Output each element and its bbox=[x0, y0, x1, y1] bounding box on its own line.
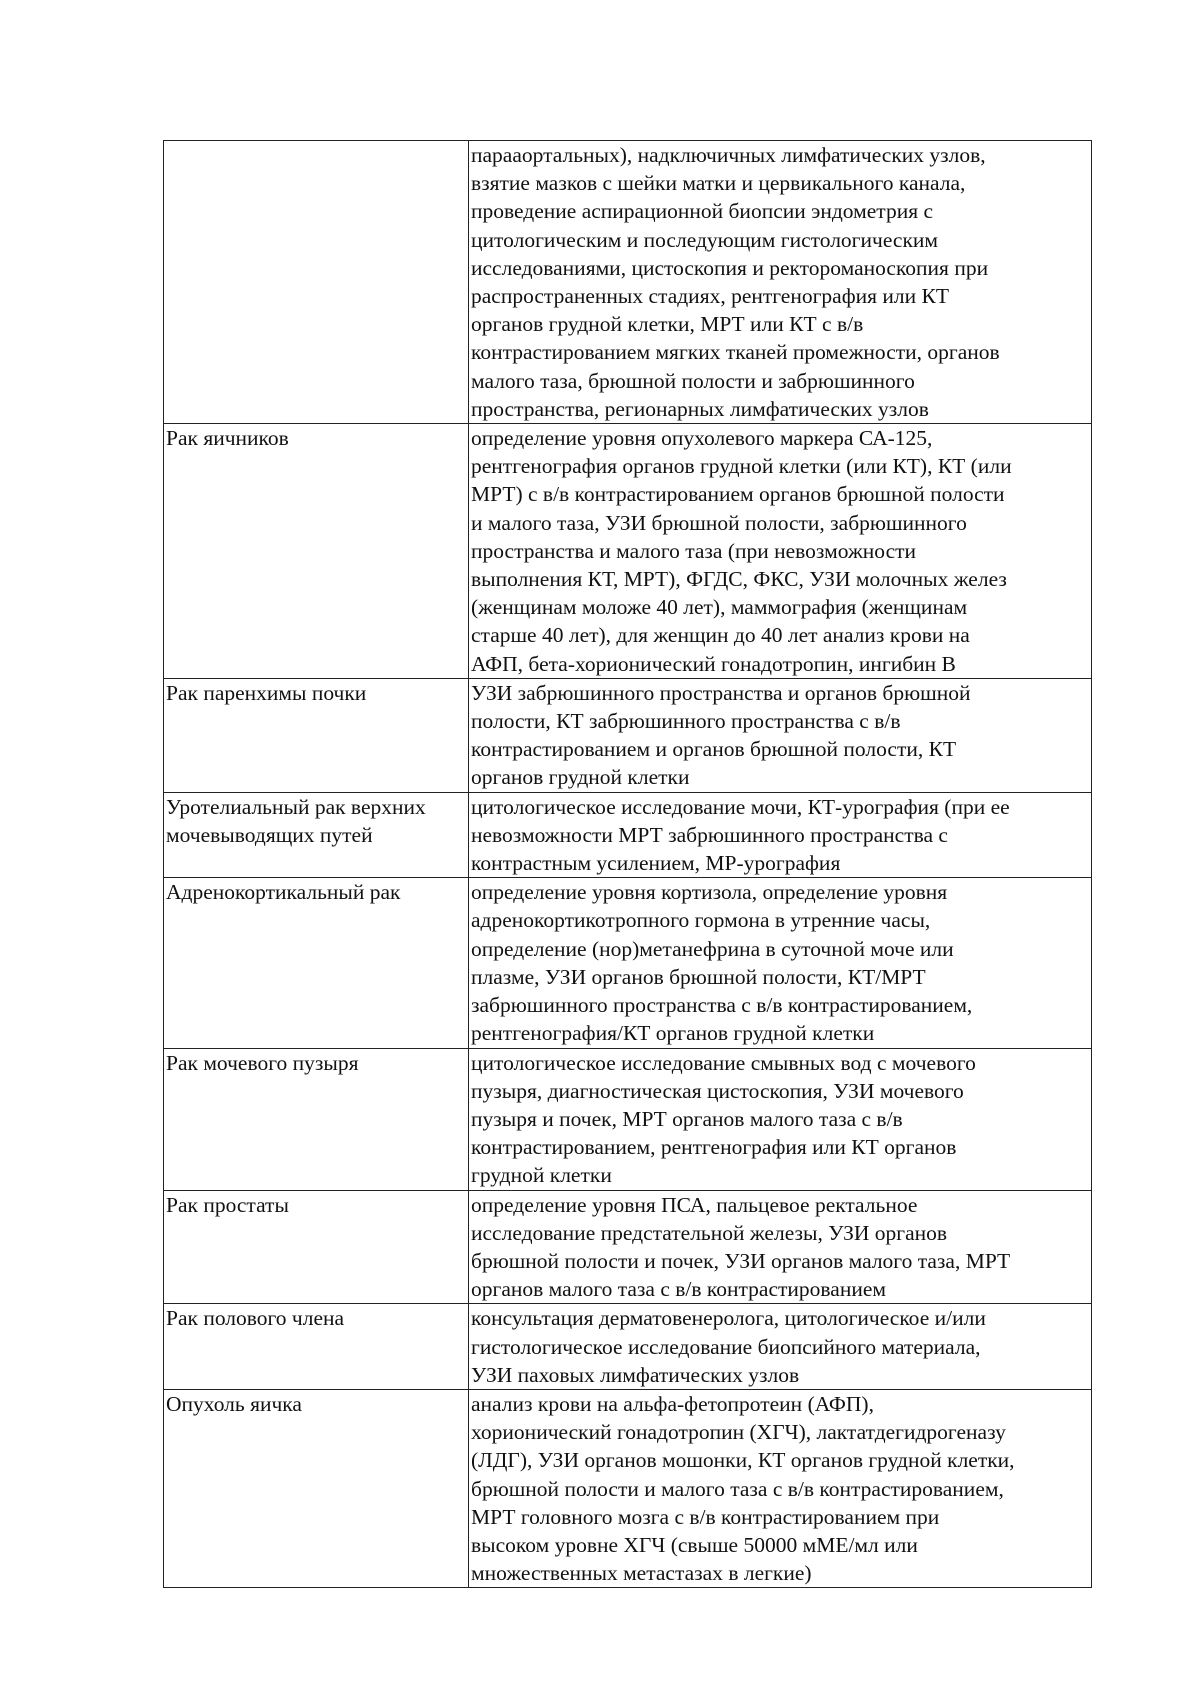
diagnostics-table bbox=[163, 140, 1092, 1588]
table-row bbox=[164, 1190, 1092, 1304]
examinations-line: рентгенография/КТ органов грудной клетки bbox=[471, 1021, 875, 1046]
examinations-line: контрастным усилением, МР-урография bbox=[471, 851, 841, 876]
examinations-cell bbox=[469, 1304, 1092, 1390]
examinations-line: определение (нор)метанефрина в суточной моче или bbox=[471, 936, 954, 961]
examinations-line: пространства и малого таза (при невозможности bbox=[471, 538, 917, 563]
examinations-line: органов грудной клетки bbox=[471, 765, 690, 790]
table-row bbox=[164, 878, 1092, 1048]
examinations-line: и малого таза, УЗИ брюшной полости, забрюшинного bbox=[471, 510, 967, 535]
examinations-line: АФП, бета-хорионический гонадотропин, ингибин В bbox=[471, 651, 956, 676]
examinations-line: цитологическое исследование мочи, КТ-урография (при ее bbox=[471, 794, 1010, 819]
table-row bbox=[164, 424, 1092, 679]
examinations-line: УЗИ забрюшинного пространства и органов брюшной bbox=[471, 680, 971, 705]
examinations-line: органов грудной клетки, МРТ или КТ с в/в bbox=[471, 312, 864, 337]
table-row bbox=[164, 792, 1092, 878]
cancer-type-cell bbox=[164, 141, 469, 424]
examinations-line: гистологическое исследование биопсийного материала, bbox=[471, 1334, 981, 1359]
examinations-line: старше 40 лет), для женщин до 40 лет анализ крови на bbox=[471, 623, 970, 648]
examinations-cell bbox=[469, 1190, 1092, 1304]
cancer-type-cell bbox=[164, 1389, 469, 1587]
examinations-line: пространства, регионарных лимфатических узлов bbox=[471, 396, 929, 421]
examinations-line: забрюшинного пространства с в/в контрастированием, bbox=[471, 993, 973, 1018]
examinations-line: контрастированием мягких тканей промежности, органов bbox=[471, 340, 1000, 365]
examinations-cell bbox=[469, 792, 1092, 878]
cancer-type-cell bbox=[164, 878, 469, 1048]
examinations-line: консультация дерматовенеролога, цитологическое и/или bbox=[471, 1306, 986, 1331]
cancer-type-cell bbox=[164, 1304, 469, 1390]
cancer-type-cell bbox=[164, 792, 469, 878]
examinations-line: рентгенография органов грудной клетки (или КТ), КТ (или bbox=[471, 454, 1012, 479]
examinations-line: пузыря и почек, МРТ органов малого таза с в/в bbox=[471, 1106, 903, 1131]
cancer-type-line: Рак простаты bbox=[166, 1192, 289, 1217]
cancer-type-line: Опухоль яичка bbox=[166, 1391, 302, 1416]
examinations-line: МРТ) с в/в контрастированием органов брюшной полости bbox=[471, 482, 1005, 507]
examinations-cell bbox=[469, 1048, 1092, 1190]
examinations-cell bbox=[469, 1389, 1092, 1587]
examinations-line: адренокортикотропного гормона в утренние часы, bbox=[471, 908, 931, 933]
examinations-line: взятие мазков с шейки матки и цервикального канала, bbox=[471, 171, 966, 196]
examinations-line: малого таза, брюшной полости и забрюшинного bbox=[471, 368, 915, 393]
examinations-cell bbox=[469, 424, 1092, 679]
examinations-line: выполнения КТ, МРТ), ФГДС, ФКС, УЗИ молочных желез bbox=[471, 567, 1007, 592]
examinations-line: множественных метастазах в легкие) bbox=[471, 1561, 812, 1586]
examinations-line: определение уровня кортизола, определение уровня bbox=[471, 880, 948, 905]
examinations-cell bbox=[469, 878, 1092, 1048]
examinations-line: брюшной полости и малого таза с в/в контрастированием, bbox=[471, 1476, 1004, 1501]
examinations-line: определение уровня опухолевого маркера СА-125, bbox=[471, 426, 933, 451]
cancer-type-line: Адренокортикальный рак bbox=[166, 880, 401, 905]
examinations-line: грудной клетки bbox=[471, 1163, 612, 1188]
table-body bbox=[164, 141, 1092, 1588]
examinations-cell bbox=[469, 678, 1092, 792]
cancer-type-line: Уротелиальный рак верхних bbox=[166, 794, 426, 819]
cancer-type-line: Рак мочевого пузыря bbox=[166, 1050, 359, 1075]
examinations-line: контрастированием и органов брюшной полости, КТ bbox=[471, 737, 957, 762]
examinations-line: МРТ головного мозга с в/в контрастированием при bbox=[471, 1504, 940, 1529]
examinations-line: цитологическим и последующим гистологическим bbox=[471, 227, 938, 252]
examinations-line: плазме, УЗИ органов брюшной полости, КТ/МРТ bbox=[471, 964, 926, 989]
cancer-type-cell bbox=[164, 424, 469, 679]
table-row bbox=[164, 1389, 1092, 1587]
cancer-type-line: Рак паренхимы почки bbox=[166, 680, 367, 705]
cancer-type-line: Рак яичников bbox=[166, 426, 289, 451]
table-row bbox=[164, 678, 1092, 792]
examinations-line: брюшной полости и почек, УЗИ органов малого таза, МРТ bbox=[471, 1248, 1011, 1273]
examinations-line: проведение аспирационной биопсии эндометрия с bbox=[471, 199, 934, 224]
table-row bbox=[164, 141, 1092, 424]
examinations-line: распространенных стадиях, рентгенография или КТ bbox=[471, 284, 950, 309]
examinations-line: УЗИ паховых лимфатических узлов bbox=[471, 1362, 800, 1387]
examinations-line: (женщинам моложе 40 лет), маммография (женщинам bbox=[471, 595, 968, 620]
examinations-line: контрастированием, рентгенография или КТ органов bbox=[471, 1135, 957, 1160]
table-row bbox=[164, 1048, 1092, 1190]
cancer-type-cell bbox=[164, 1048, 469, 1190]
examinations-line: (ЛДГ), УЗИ органов мошонки, КТ органов грудной клетки, bbox=[471, 1448, 1015, 1473]
examinations-line: определение уровня ПСА, пальцевое ректальное bbox=[471, 1192, 918, 1217]
table-row bbox=[164, 1304, 1092, 1390]
cancer-type-line: Рак полового члена bbox=[166, 1306, 345, 1331]
examinations-line: цитологическое исследование смывных вод с мочевого bbox=[471, 1050, 976, 1075]
examinations-line: полости, КТ забрюшинного пространства с в/в bbox=[471, 709, 901, 734]
examinations-cell bbox=[469, 141, 1092, 424]
examinations-line: хорионический гонадотропин (ХГЧ), лактатдегидрогеназу bbox=[471, 1420, 1006, 1445]
examinations-line: анализ крови на альфа-фетопротеин (АФП), bbox=[471, 1391, 874, 1416]
examinations-line: парааортальных), надключичных лимфатических узлов, bbox=[471, 143, 986, 167]
examinations-line: невозможности МРТ забрюшинного пространства с bbox=[471, 822, 948, 847]
examinations-line: исследованиями, цистоскопия и ректороманоскопия при bbox=[471, 255, 989, 280]
examinations-line: пузыря, диагностическая цистоскопия, УЗИ мочевого bbox=[471, 1078, 964, 1103]
examinations-line: исследование предстательной железы, УЗИ органов bbox=[471, 1220, 948, 1245]
examinations-line: высоком уровне ХГЧ (свыше 50000 мМЕ/мл или bbox=[471, 1532, 918, 1557]
cancer-type-cell bbox=[164, 1190, 469, 1304]
examinations-line: органов малого таза с в/в контрастированием bbox=[471, 1277, 886, 1302]
cancer-type-cell bbox=[164, 678, 469, 792]
cancer-type-line: мочевыводящих путей bbox=[166, 822, 373, 847]
